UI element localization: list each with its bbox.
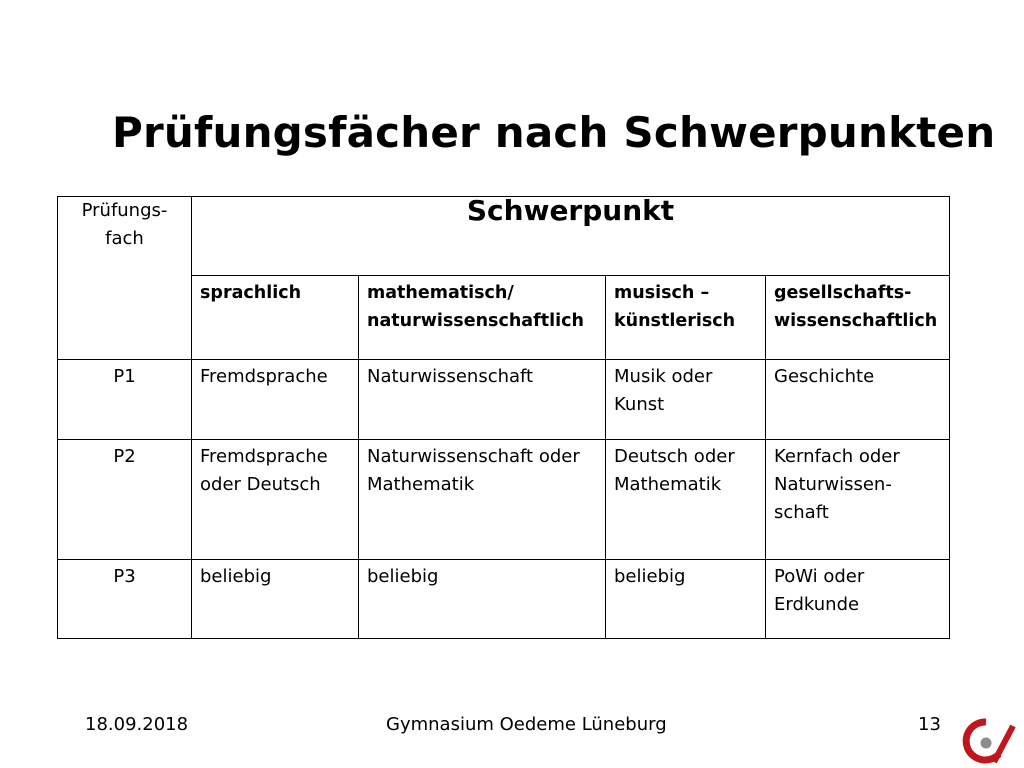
column-header-label: sprachlich	[200, 283, 302, 303]
cell-text: Kernfach oder Naturwissen- schaft	[774, 446, 900, 523]
column-header-musisch	[606, 276, 766, 360]
group-header-label: Schwerpunkt	[466, 194, 675, 227]
table-cell	[606, 360, 766, 440]
logo-red-stroke	[994, 726, 1013, 762]
cell-text: Fremdsprache oder Deutsch	[200, 446, 328, 495]
logo-gray-dot	[981, 738, 992, 749]
group-header-cell	[192, 194, 950, 276]
cell-text: PoWi oder Erdkunde	[774, 566, 865, 615]
row-header-cell	[58, 440, 192, 560]
table-cell	[606, 440, 766, 560]
table-cell	[359, 440, 606, 560]
footer-school-name: Gymnasium Oedeme Lüneburg	[386, 714, 667, 735]
table-cell	[766, 360, 950, 440]
row-header-label: P2	[113, 446, 136, 467]
cell-text: Geschichte	[774, 366, 875, 387]
footer-date: 18.09.2018	[85, 714, 189, 735]
table-cell	[192, 560, 359, 639]
table-cell	[192, 360, 359, 440]
column-header-mathematisch	[359, 276, 606, 360]
row-header-cell	[58, 360, 192, 440]
cell-text: beliebig	[614, 566, 686, 587]
table-cell	[766, 440, 950, 560]
table-row	[58, 440, 950, 560]
table-cell	[359, 560, 606, 639]
slide-title: Prüfungsfächer nach Schwerpunkten	[112, 108, 996, 157]
column-header-label: musisch – künstlerisch	[614, 283, 736, 331]
column-header-gesellschaft	[766, 276, 950, 360]
footer-page-number: 13	[918, 714, 941, 735]
table-cell	[766, 560, 950, 639]
corner-header-cell	[58, 197, 192, 360]
table-row	[58, 560, 950, 639]
cell-text: Fremdsprache	[200, 366, 328, 387]
cell-text: Naturwissenschaft	[367, 366, 534, 387]
cell-text: beliebig	[200, 566, 272, 587]
subjects-table	[57, 196, 950, 639]
row-header-cell	[58, 560, 192, 639]
table-row	[58, 360, 950, 440]
table-cell	[192, 440, 359, 560]
table-cell	[606, 560, 766, 639]
column-header-sprachlich	[192, 276, 359, 360]
column-header-label: gesellschafts- wissenschaftlich	[774, 283, 938, 331]
row-header-label: P1	[113, 366, 136, 387]
table-cell	[359, 360, 606, 440]
cell-text: Deutsch oder Mathematik	[614, 446, 735, 495]
corner-header-label: Prüfungs- fach	[81, 200, 168, 249]
cell-text: Naturwissenschaft oder Mathematik	[367, 446, 580, 495]
cell-text: Musik oder Kunst	[614, 366, 713, 415]
column-header-label: mathematisch/ naturwissenschaftlich	[367, 283, 584, 331]
school-logo-icon	[956, 712, 1018, 764]
row-header-label: P3	[113, 566, 136, 587]
cell-text: beliebig	[367, 566, 439, 587]
